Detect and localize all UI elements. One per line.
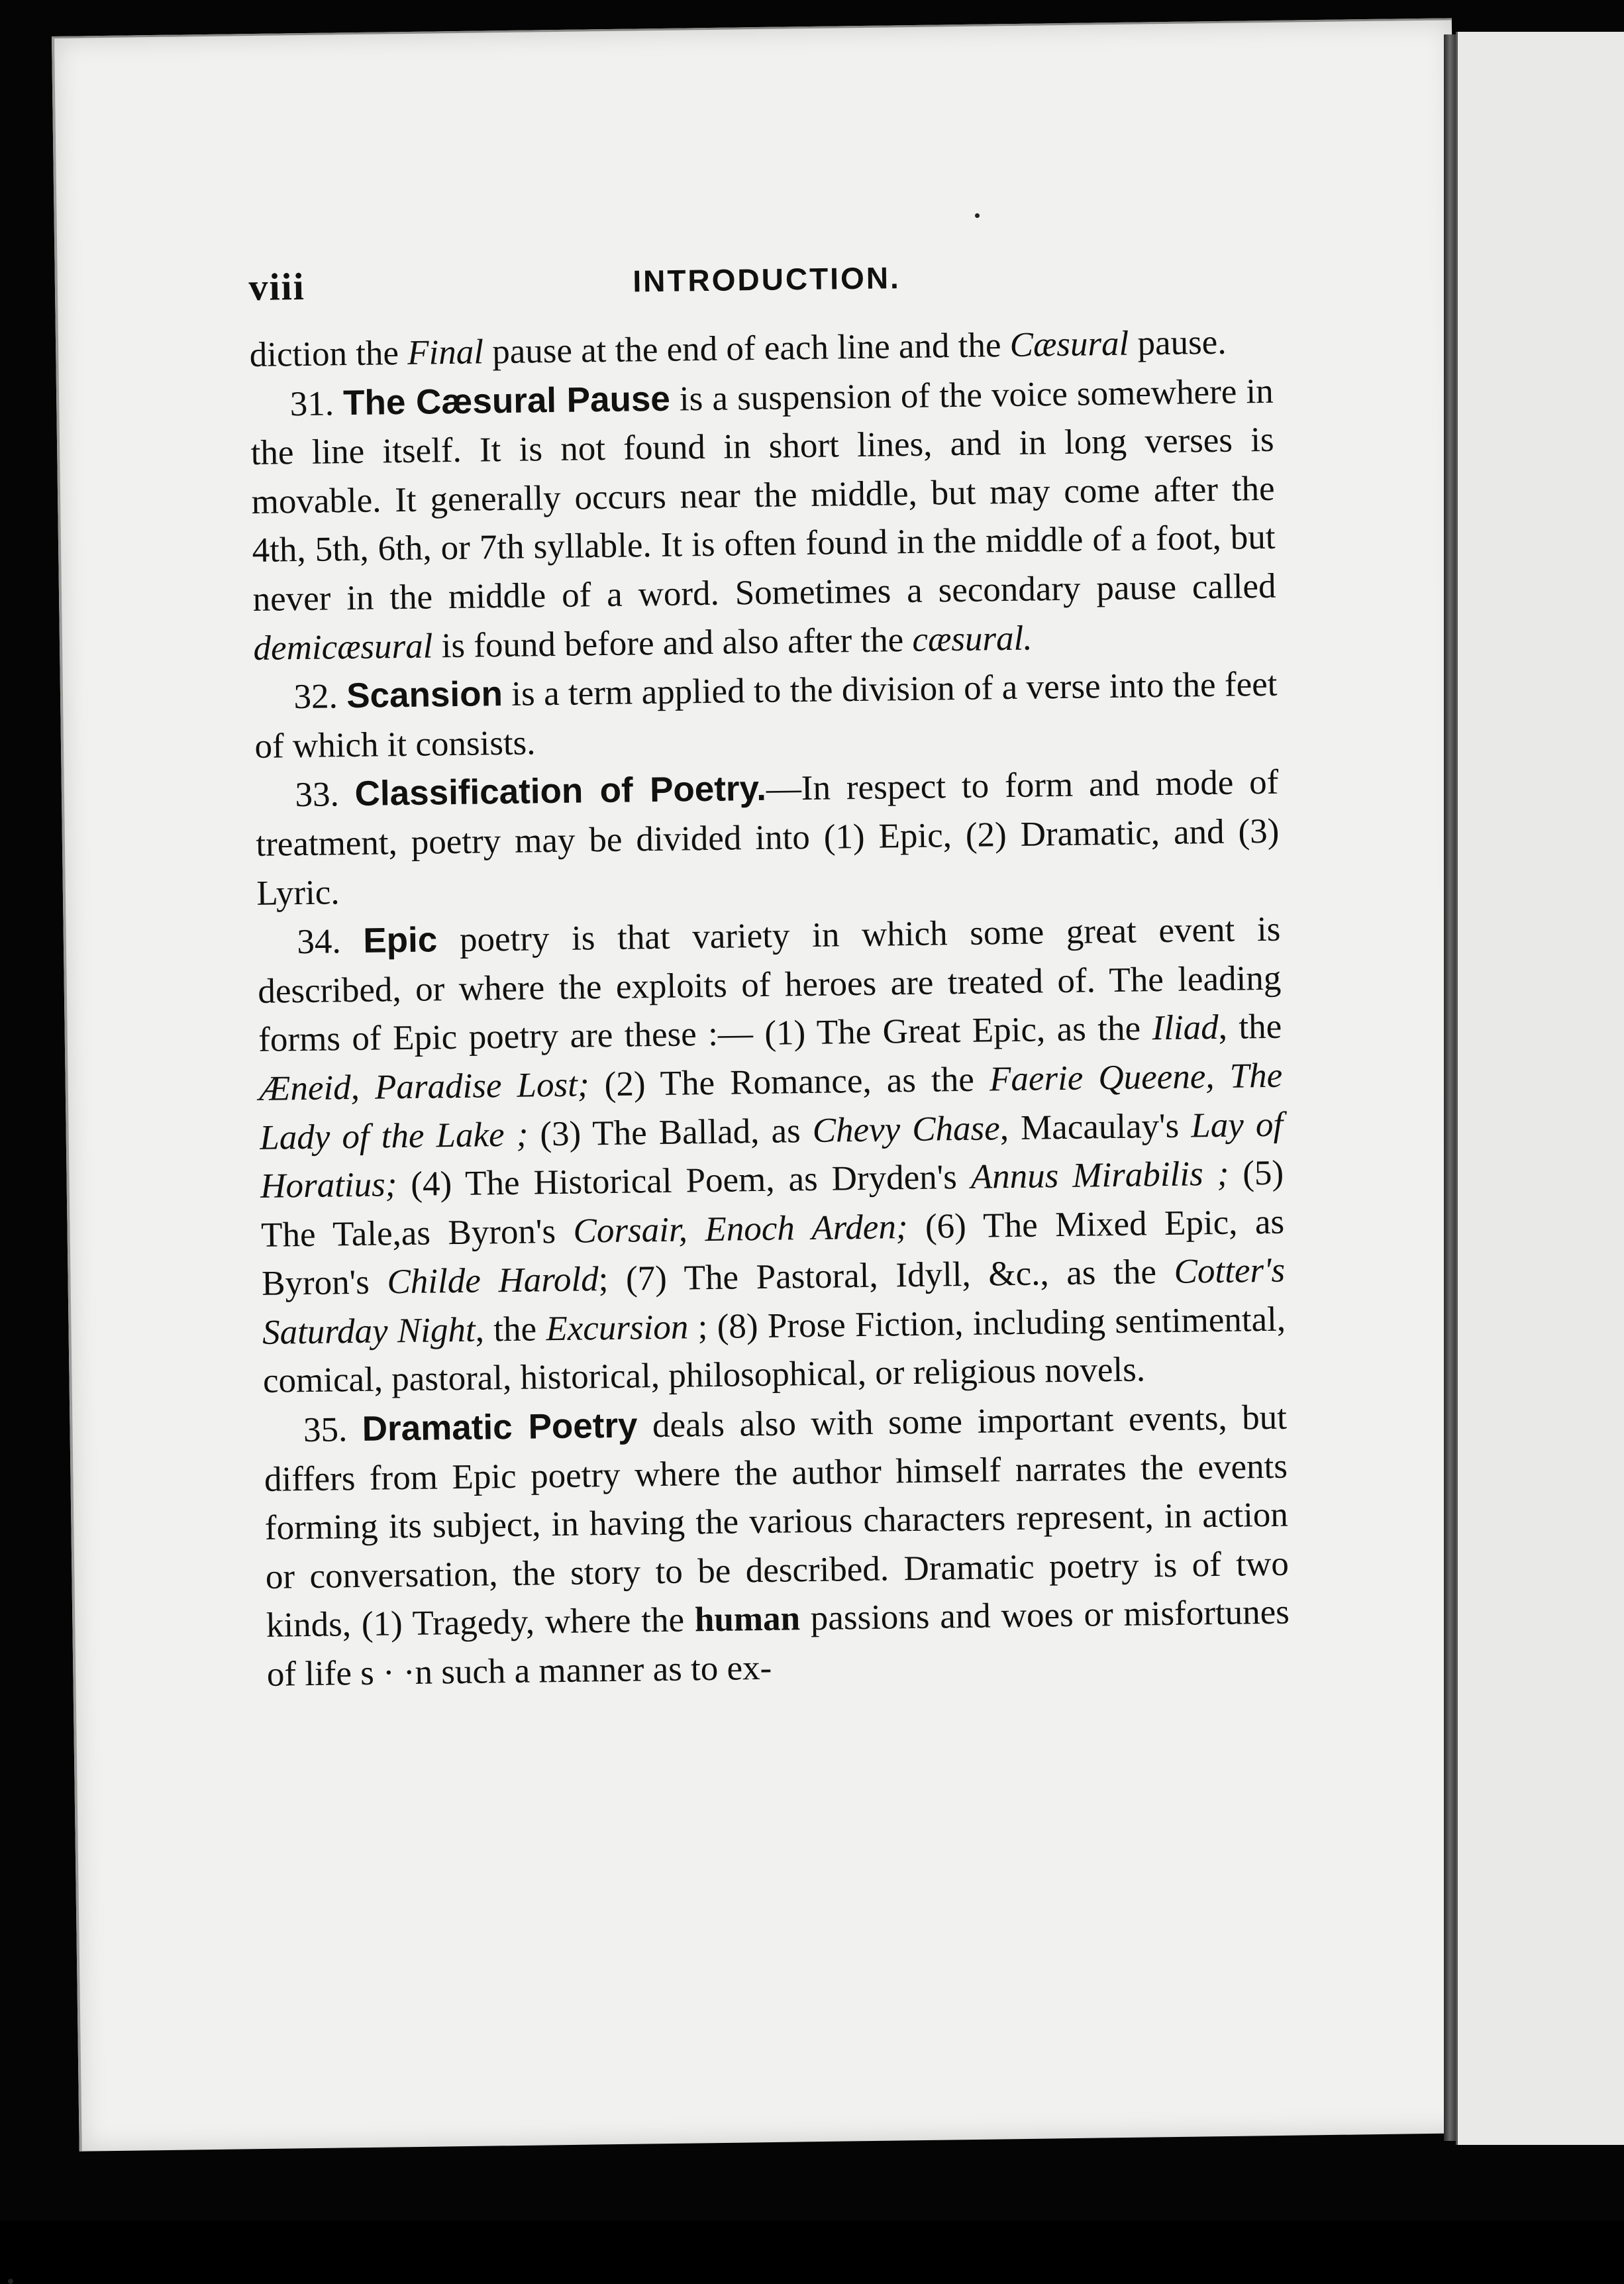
running-head: INTRODUCTION.: [633, 260, 901, 299]
text-run: (3) The Ballad, as: [527, 1111, 813, 1154]
text-run: pause at the end of each line and the: [483, 325, 1011, 372]
section-31: [250, 366, 1277, 673]
body-text: [249, 318, 1290, 1700]
section-number: 31.: [289, 384, 334, 423]
italic-title: Excursion: [546, 1308, 689, 1349]
italic-title: Æneid, Paradise Lost;: [258, 1065, 589, 1108]
section-heading: Classification of Poetry.: [354, 769, 767, 814]
section-33: [255, 758, 1280, 918]
text-run: is a term applied to the division of a verse into the feet of which it consists.: [254, 664, 1278, 766]
damaged-text-run: · ·n such a manner as to ex-: [382, 1648, 772, 1692]
section-number: 32.: [293, 677, 338, 717]
section-heading: Scansion: [346, 674, 503, 716]
text-run: , the: [475, 1310, 546, 1349]
italic-title: Cotter's Saturday Night: [262, 1251, 1286, 1352]
text-run: —In respect to form and mode of treatment, poetry may be divided into (1) Epic, (2) Dramatic, and (3) Lyric.: [256, 763, 1280, 913]
text-run: ; (8) Prose Fiction, including sentimental, comical, pastoral, historical, philosophical, or religious novels.: [262, 1300, 1286, 1401]
page-header: [248, 252, 1272, 331]
section-heading: Dramatic Poetry: [362, 1406, 638, 1449]
section-heading: The Cæsural Pause: [342, 379, 671, 423]
italic-term: demicæsural: [253, 626, 433, 668]
section-number: 34.: [297, 922, 342, 962]
text-run: (6) The Mixed Epic, as Byron's: [261, 1202, 1285, 1304]
text-run: ; (7) The Pastoral, Idyll, &c., as the: [598, 1253, 1174, 1299]
text-run: , Macaulay's: [999, 1106, 1192, 1147]
italic-title: Corsair, Enoch Arden;: [573, 1207, 908, 1251]
section-34: [257, 905, 1287, 1406]
text-run: pause.: [1128, 323, 1227, 363]
text-run: poetry is that variety in which some great event is described, or where the exploits of heroes are treated of. The leading forms of Epic poetry are these :— (1) The Great Epic, as the: [257, 909, 1282, 1060]
section-32: [254, 660, 1278, 771]
facing-page-edge: [1456, 32, 1624, 2145]
book-spine: [1444, 34, 1456, 2141]
dust-speck: [8, 2279, 13, 2284]
page-text: [248, 252, 1290, 1700]
text-run: , the: [1218, 1007, 1282, 1047]
italic-title: Annus Mirabilis ;: [970, 1154, 1229, 1196]
italic-title: Lay of Horatius;: [260, 1105, 1284, 1206]
section-heading: Epic: [362, 920, 438, 960]
section-35: [264, 1393, 1291, 1700]
text-run: (2) The Romance, as the: [589, 1060, 990, 1104]
text-run: diction the: [249, 333, 408, 374]
text-run: (5) The Tale,as Byron's: [260, 1153, 1284, 1255]
italic-title: Iliad: [1152, 1008, 1219, 1048]
italic-title: Faerie Queene, The Lady of the Lake ;: [259, 1056, 1283, 1157]
italic-title: Childe Harold: [387, 1260, 599, 1302]
section-number: 35.: [303, 1410, 348, 1450]
italic-term: cæsural.: [912, 619, 1033, 659]
text-run: deals also with some important events, but differs from Epic poetry where the author himself narrates the events forming its subject, in having the various characters represent, in action or conversation, the story to be described. Dramatic poetry is of two kinds, (1) Tragedy, where the: [264, 1398, 1290, 1645]
italic-term: Final: [407, 333, 484, 372]
italic-term: Cæsural: [1009, 324, 1129, 364]
text-run: passions and woes or misfortunes of life s: [266, 1593, 1290, 1694]
text-run: is a suspension of the voice somewhere in the line itself. It is not found in short lines, and in long verses is movable. It generally occurs near the middle, but may come after the 4th, 5th, 6th, or 7th syllable. It is often found in the middle of a foot, but never in the middle of a word. Sometimes a secondary pause called: [250, 372, 1276, 619]
italic-title: Chevy Chase: [812, 1108, 1001, 1150]
page-number: viii: [248, 264, 306, 309]
text-run: is found before and also after the: [432, 620, 913, 665]
bold-word: human: [694, 1599, 801, 1639]
text-run: (4) The Historical Poem, as Dryden's: [396, 1157, 972, 1204]
dust-speck: [975, 213, 980, 218]
section-number: 33.: [295, 775, 340, 815]
